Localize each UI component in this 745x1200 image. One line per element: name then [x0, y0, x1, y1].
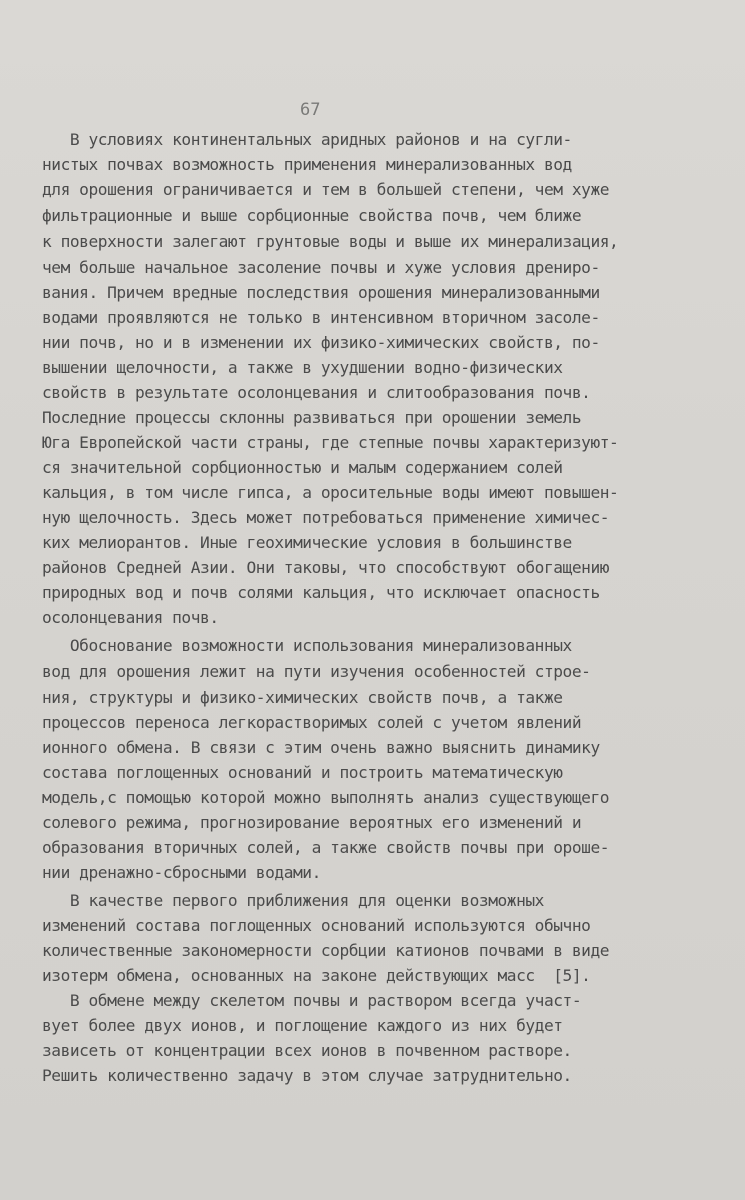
text-line: Последние процессы склонны развиваться при орошении земель: [42, 408, 582, 427]
text-line: Решить количественно задачу в этом случае затруднительно.: [42, 1066, 572, 1085]
text-line: чем больше начальное засоление почвы и хуже условия дрениро-: [42, 258, 600, 277]
text-line: свойств в результате осолонцевания и слитообразования почв.: [42, 383, 591, 402]
text-line: В качестве первого приближения для оценки возможных: [42, 891, 544, 910]
text-line: ионного обмена. В связи с этим очень важно выяснить динамику: [42, 738, 600, 757]
text-line: процессов переноса легкорастворимых солей с учетом явлений: [42, 713, 582, 732]
text-line: осолонцевания почв.: [42, 608, 219, 627]
text-line: водами проявляются не только в интенсивном вторичном засоле-: [42, 308, 600, 327]
text-line: вания. Причем вредные последствия орошения минерализованными: [42, 283, 600, 302]
text-line: Обоснование возможности использования минерализованных: [42, 636, 572, 655]
text-line: нии дренажно-сбросными водами.: [42, 863, 321, 882]
text-line: количественные закономерности сорбции катионов почвами в виде: [42, 941, 610, 960]
text-line: модель,с помощью которой можно выполнять анализ существующего: [42, 788, 610, 807]
text-line: вует более двух ионов, и поглощение каждого из них будет: [42, 1016, 563, 1035]
text-line: Юга Европейской части страны, где степные почвы характеризуют-: [42, 433, 619, 452]
text-line: нии почв, но и в изменении их физико-химических свойств, по-: [42, 333, 600, 352]
text-line: солевого режима, прогнозирование вероятных его изменений и: [42, 813, 582, 832]
text-line: изотерм обмена, основанных на законе действующих масс [5].: [42, 966, 591, 985]
text-line: вод для орошения лежит на пути изучения особенностей строе-: [42, 662, 591, 681]
text-line: зависеть от концентрации всех ионов в почвенном растворе.: [42, 1041, 572, 1060]
text-line: ную щелочность. Здесь может потребоваться применение химичес-: [42, 508, 610, 527]
text-line: ся значительной сорбционностью и малым содержанием солей: [42, 458, 563, 477]
text-line: природных вод и почв солями кальция, что исключает опасность: [42, 583, 600, 602]
text-line: состава поглощенных оснований и построить математическую: [42, 763, 563, 782]
text-line: ния, структуры и физико-химических свойств почв, а также: [42, 688, 563, 707]
text-line: В условиях континентальных аридных районов и на сугли-: [42, 130, 572, 149]
text-line: для орошения ограничивается и тем в большей степени, чем хуже: [42, 180, 610, 199]
page-number: 67: [300, 100, 321, 120]
text-line: ких мелиорантов. Иные геохимические условия в большинстве: [42, 533, 572, 552]
text-line: фильтрационные и выше сорбционные свойства почв, чем ближе: [42, 206, 582, 225]
text-line: кальция, в том числе гипса, а оросительные воды имеют повышен-: [42, 483, 619, 502]
text-line: вышении щелочности, а также в ухудшении водно-физических: [42, 358, 563, 377]
text-line: В обмене между скелетом почвы и раствором всегда участ-: [42, 991, 582, 1010]
text-line: нистых почвах возможность применения минерализованных вод: [42, 155, 572, 174]
text-line: к поверхности залегают грунтовые воды и выше их минерализация,: [42, 232, 619, 251]
text-line: изменений состава поглощенных оснований используются обычно: [42, 916, 591, 935]
text-line: районов Средней Азии. Они таковы, что способствуют обогащению: [42, 558, 610, 577]
text-line: образования вторичных солей, а также свойств почвы при ороше-: [42, 838, 610, 857]
